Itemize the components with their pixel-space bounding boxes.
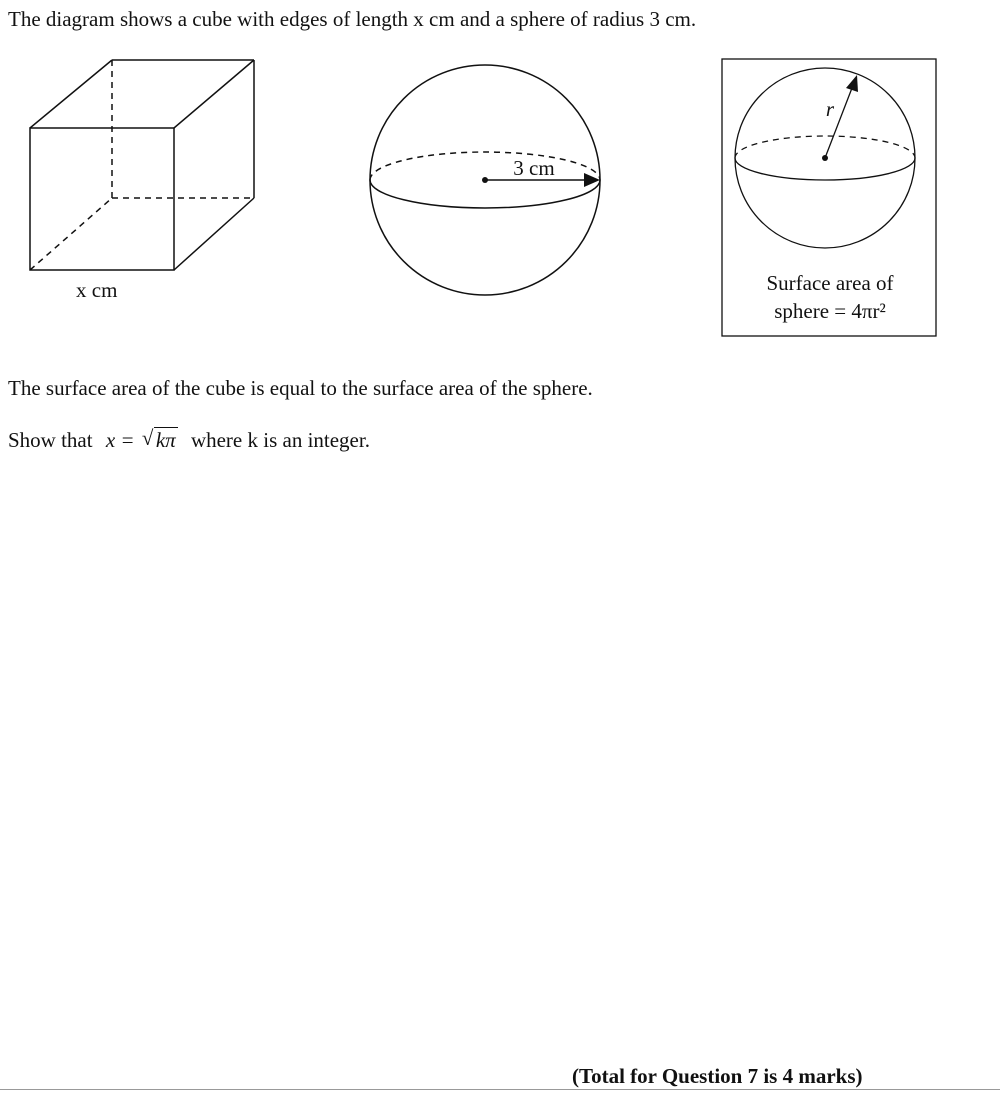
cube-edge-label: x cm xyxy=(76,278,118,302)
sphere-equator-front xyxy=(370,180,600,208)
formula-text-line-1: Surface area of xyxy=(766,271,894,295)
formula-radius-arrowhead xyxy=(846,75,858,92)
show-lhs: x = xyxy=(105,428,135,452)
formula-center-dot xyxy=(822,155,828,161)
question-total-marks: (Total for Question 7 is 4 marks) xyxy=(572,1064,863,1088)
question-statement: The surface area of the cube is equal to the surface area of the sphere. xyxy=(8,376,593,400)
sphere-figure xyxy=(370,65,600,295)
sphere-center-dot xyxy=(482,177,488,183)
bottom-divider xyxy=(0,1089,1000,1090)
cube-front-face xyxy=(30,128,174,270)
radical-sign: √ xyxy=(141,426,154,450)
cube-edge-bottom-right xyxy=(174,198,254,270)
square-root-expression xyxy=(142,427,178,453)
cube-hidden-diagonal xyxy=(30,198,112,270)
show-prefix: Show that xyxy=(8,428,93,452)
cube-figure xyxy=(30,60,254,270)
radicand: kπ xyxy=(155,428,176,452)
formula-equator-front xyxy=(735,158,915,180)
formula-equator-back xyxy=(735,136,915,158)
sphere-radius-label: 3 cm xyxy=(513,156,555,180)
formula-r-label: r xyxy=(825,97,835,121)
show-suffix: where k is an integer. xyxy=(190,428,370,452)
question-intro: The diagram shows a cube with edges of length x cm and a sphere of radius 3 cm. xyxy=(8,7,697,31)
cube-edge-top-right xyxy=(174,60,254,128)
sphere-equator-back xyxy=(370,152,600,180)
formula-text-line-2: sphere = 4πr² xyxy=(774,299,886,323)
cube-edge-top-left xyxy=(30,60,112,128)
show-that-line xyxy=(8,427,370,453)
